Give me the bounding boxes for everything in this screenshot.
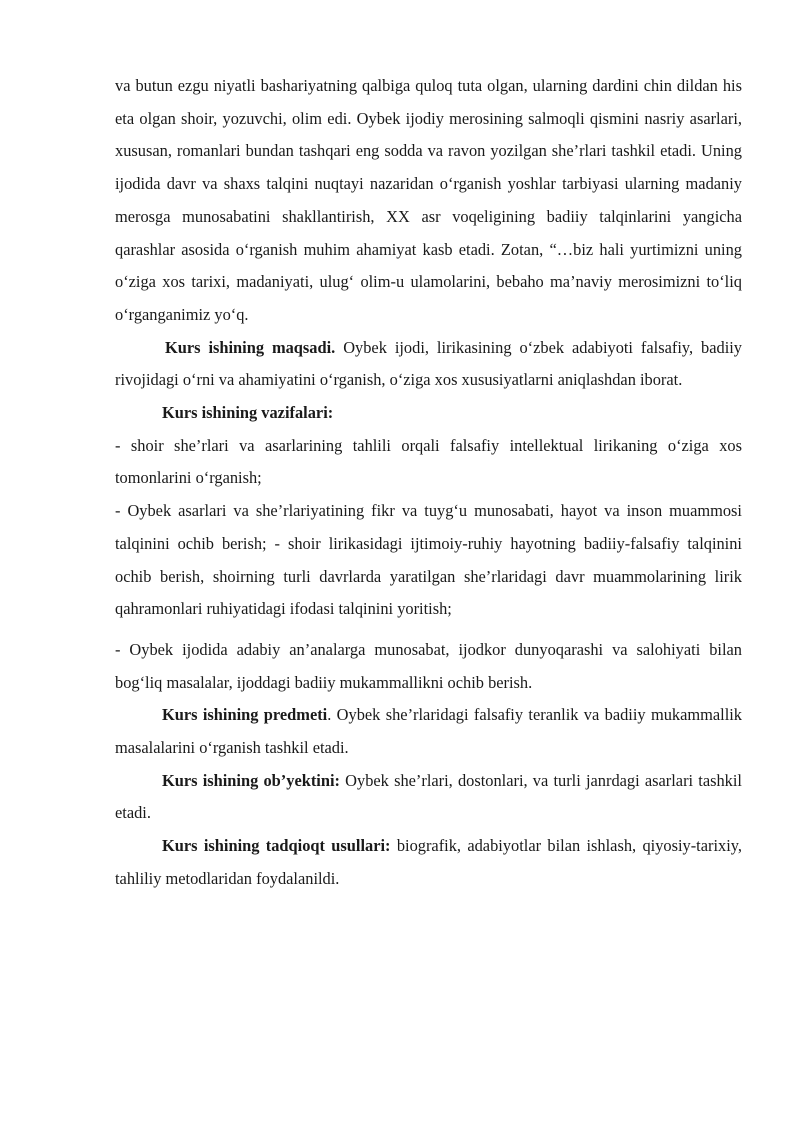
document-page: [115, 70, 742, 896]
tasks-heading: Kurs ishining vazifalari:: [162, 403, 334, 423]
methods-heading: Kurs ishining tadqioqt usullari:: [162, 836, 391, 856]
task-item: - Oybek ijodida adabiy an’analarga munosabat, ijodkor dunyoqarashi va salohiyati bilan bog‘liq masalalar, ijoddagi badiiy mukammallikni ochib berish.: [115, 639, 742, 692]
goal-heading: Kurs ishining maqsadi.: [165, 337, 336, 357]
task-item: - Oybek asarlari va she’rlariyatining fikr va tuyg‘u munosabati, hayot va inson muammosi talqinini ochib berish; - shoir lirikasidagi ijtimoiy-ruhiy hayotning badiiy-falsafiy talqinini ochib berish, shoirning turli davrlarda yaratilgan she’rlaridagi davr muammolarining lirik qahramonlari ruhiyatidagi ifodasi talqinini yoritish;: [115, 501, 742, 619]
object-text: Oybek she’rlari, dostonlari, va turli janrdagi asarlari tashkil etadi.: [115, 770, 742, 823]
subject-text: . Oybek she’rlaridagi falsafiy teranlik va badiiy mukammallik masalalarini o‘rganish tashkil etadi.: [115, 705, 742, 758]
tasks-heading-paragraph: [115, 397, 742, 430]
subject-paragraph: [115, 699, 742, 764]
methods-text: biografik, adabiyotlar bilan ishlash, qiyosiy-tarixiy, tahliliy metodlaridan foydalanildi.: [115, 836, 742, 888]
methods-paragraph: [115, 830, 742, 895]
subject-heading: Kurs ishining predmeti: [162, 705, 328, 725]
object-heading: Kurs ishining ob’yektini:: [162, 770, 340, 790]
task-item: - shoir she’rlari va asarlarining tahlili orqali falsafiy intellektual lirikaning o‘ziga xos tomonlarini o‘rganish;: [115, 435, 742, 488]
goal-text: Oybek ijodi, lirikasining o‘zbek adabiyoti falsafiy, badiiy rivojidagi o‘rni va ahamiyatini o‘rganish, o‘ziga xos xususiyatlarni aniqlashdan iborat.: [115, 337, 742, 390]
intro-paragraph: va butun ezgu niyatli bashariyatning qalbiga quloq tuta olgan, ularning dardini chin dildan his eta olgan shoir, yozuvchi, olim edi. Oybek ijodiy merosining salmoqli qismini nasriy asarlari, xususan, romanlari bundan tashqari eng sodda va ravon yozilgan she’rlari tashkil etadi. Uning ijodida davr va shaxs talqini nuqtayi nazaridan o‘rganish yoshlar tarbiyasi ularning madaniy merosga munosabatini shakllantirish, XX asr voqeligining badiiy talqinlarini yangicha qarashlar asosida o‘rganish muhim ahamiyat kasb etadi. Zotan, “…biz hali yurtimizni uning o‘ziga xos tarixi, madaniyati, ulug‘ olim-u ulamolarini, bebaho ma’naviy merosimizni to‘liq o‘rganganimiz yo‘q.: [115, 76, 742, 324]
goal-paragraph: [115, 332, 742, 397]
object-paragraph: [115, 765, 742, 830]
